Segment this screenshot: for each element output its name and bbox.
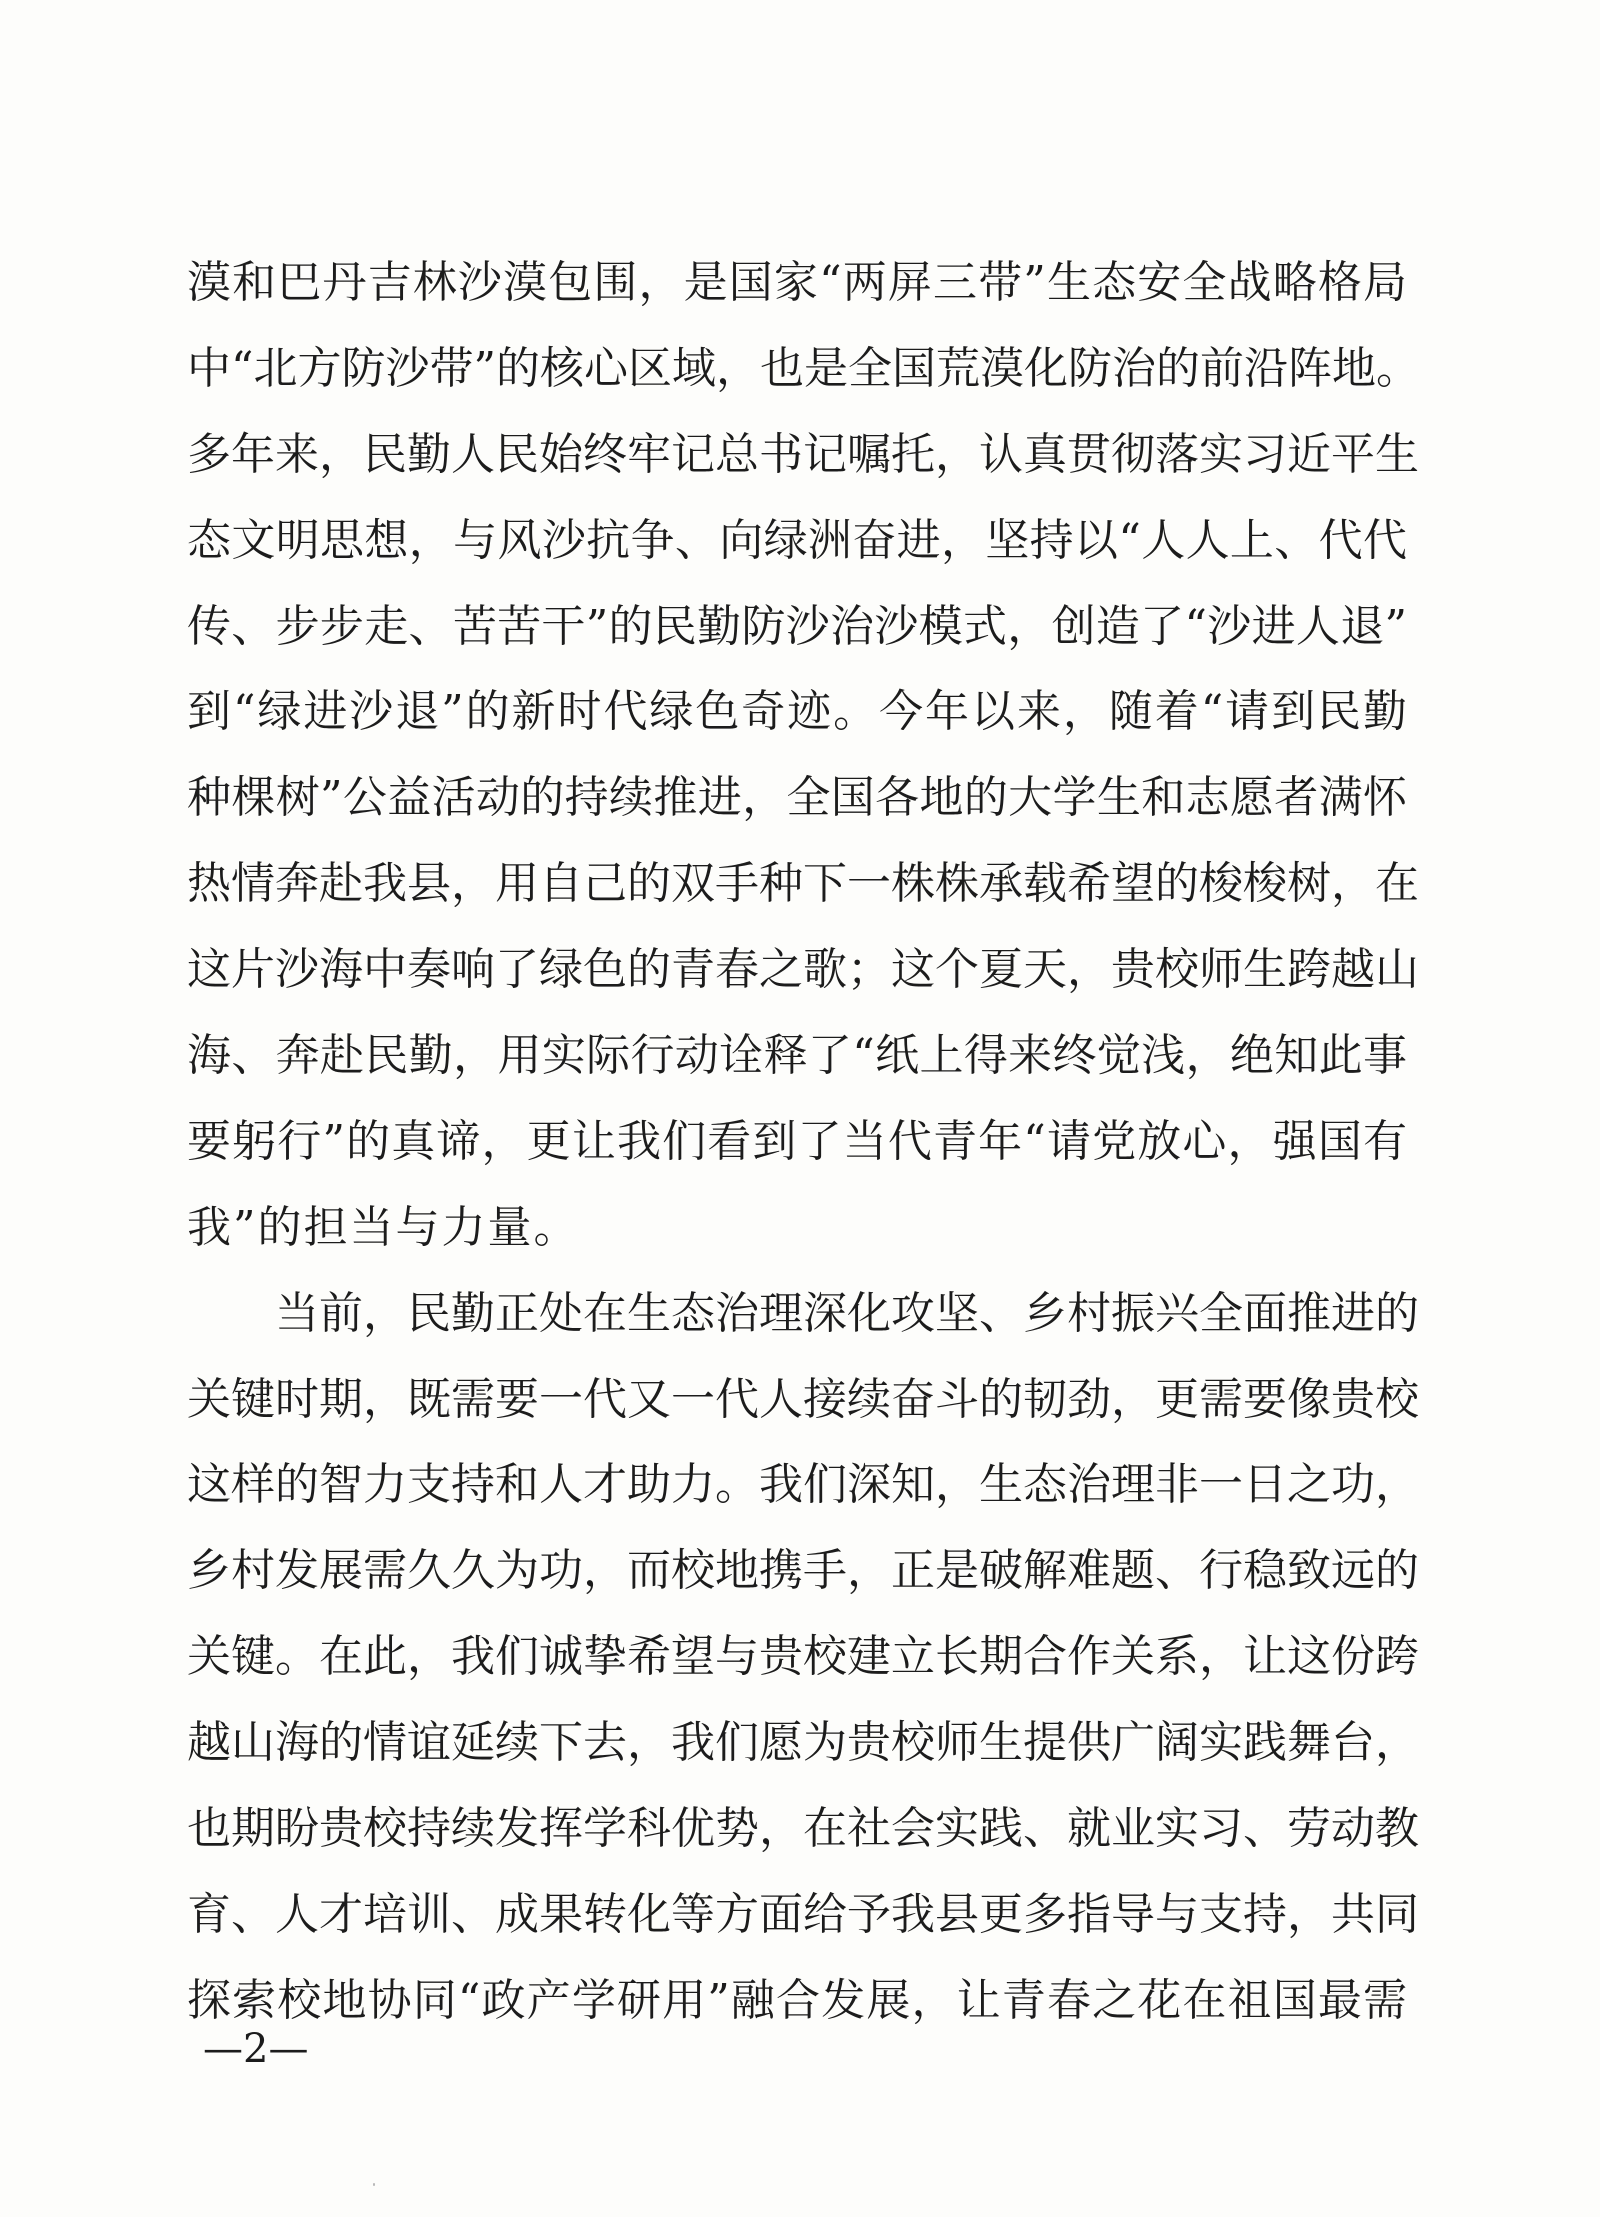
text-line: 育、人才培训、成果转化等方面给予我县更多指导与支持，共同 [187,1888,1419,1940]
text-line: 到“绿进沙退”的新时代绿色奇迹。今年以来，随着“请到民勤 [187,686,1407,738]
text-line: 也期盼贵校持续发挥学科优势，在社会实践、就业实习、劳动教 [187,1803,1419,1855]
text-line: 热情奔赴我县，用自己的双手种下一株株承载希望的梭梭树，在 [187,858,1419,910]
scan-speck [373,2183,375,2186]
text-line: 越山海的情谊延续下去，我们愿为贵校师生提供广阔实践舞台， [187,1717,1419,1769]
text-line: 乡村发展需久久为功，而校地携手，正是破解难题、行稳致远的 [187,1545,1419,1597]
paragraph-first-line: 当前，民勤正处在生态治理深化攻坚、乡村振兴全面推进的 [275,1287,1419,1339]
text-line: 关键。在此，我们诚挚希望与贵校建立长期合作关系，让这份跨 [187,1631,1419,1683]
page-number: —2— [203,2026,309,2072]
text-line: 这样的智力支持和人才助力。我们深知，生态治理非一日之功， [187,1459,1419,1511]
text-line: 传、步步走、苦苦干”的民勤防沙治沙模式，创造了“沙进人退” [187,600,1407,652]
text-line: 种棵树”公益活动的持续推进，全国各地的大学生和志愿者满怀 [187,772,1407,824]
text-line: 关键时期，既需要一代又一代人接续奋斗的韧劲，更需要像贵校 [187,1373,1419,1425]
text-line: 海、奔赴民勤，用实际行动诠释了“纸上得来终觉浅，绝知此事 [187,1030,1407,1082]
text-line: 中“北方防沙带”的核心区域，也是全国荒漠化防治的前沿阵地。 [187,342,1420,394]
text-line: 要躬行”的真谛，更让我们看到了当代青年“请党放心，强国有 [187,1115,1407,1167]
letter-body [187,240,1420,2044]
text-line: 态文明思想，与风沙抗争、向绿洲奋进，坚持以“人人上、代代 [187,514,1407,566]
text-line: 漠和巴丹吉林沙漠包围，是国家“两屏三带”生态安全战略格局 [187,257,1407,308]
paragraph-last-line: 我”的担当与力量。 [187,1201,580,1253]
text-line: 探索校地协同“政产学研用”融合发展，让青春之花在祖国最需 [187,1974,1407,2026]
text-line: 多年来，民勤人民始终牢记总书记嘱托，认真贯彻落实习近平生 [187,428,1419,480]
text-line: 这片沙海中奏响了绿色的青春之歌；这个夏天，贵校师生跨越山 [187,944,1419,996]
